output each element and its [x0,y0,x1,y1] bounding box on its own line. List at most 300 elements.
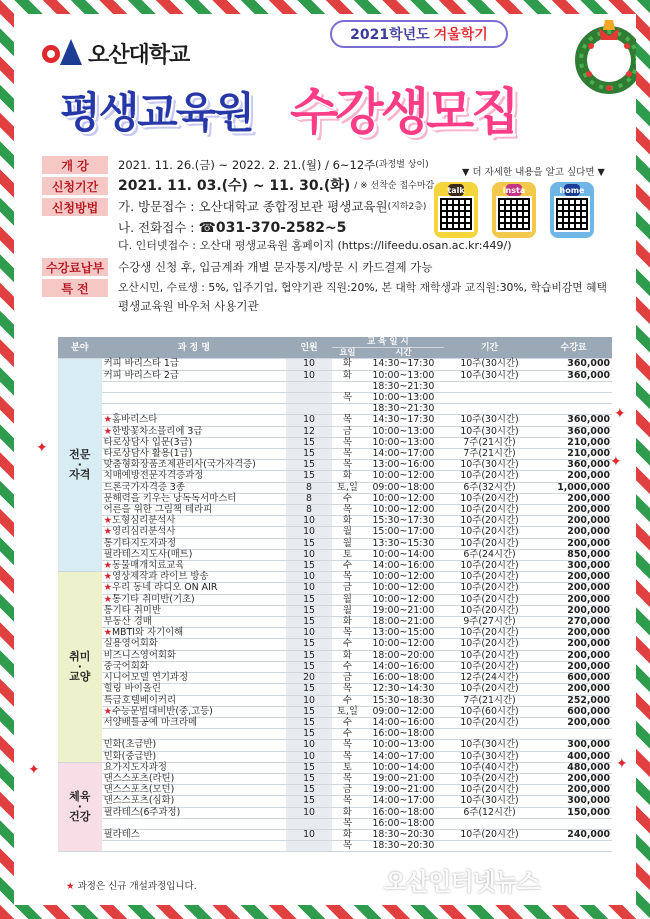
method-phone-line [118,219,622,237]
course-period: 10주(20시간) [444,516,535,527]
course-name-text: 필라테스(6주과정) [103,806,181,818]
people-count: 10 [286,516,332,527]
class-day: 토,일 [332,706,363,717]
people-count: 15 [286,460,332,471]
people-count: 15 [286,561,332,572]
course-fee: 200,000 [535,605,612,616]
table-row [58,796,612,807]
people-count: 10 [286,695,332,706]
class-day: 금 [332,673,363,684]
table-row [58,381,612,392]
course-fee: 200,000 [535,639,612,650]
table-row [58,807,612,818]
course-period: 10주(20시간) [444,493,535,504]
semester-label: 겨울학기 [433,27,488,43]
table-row [58,605,612,616]
table-row [58,482,612,493]
new-course-star-icon: ★ [103,560,112,572]
course-period: 10주(20시간) [444,505,535,516]
course-name [102,639,287,650]
people-count: 15 [286,639,332,650]
course-period: 10주(20시간) [444,605,535,616]
course-name-text: 비즈니스영어회화 [103,649,177,661]
people-count: 15 [286,684,332,695]
table-row [58,717,612,728]
course-name-text: 치매예방전문자격증과정 [103,470,204,482]
course-fee: 210,000 [535,437,612,448]
new-course-star-icon: ★ [103,571,112,583]
class-day: 목 [332,818,363,829]
course-name [102,661,287,672]
payment-label: 수강료납부 [42,258,108,276]
table-row [58,650,612,661]
course-fee: 270,000 [535,617,612,628]
course-name-text: 댄스스포츠(모던) [103,784,175,796]
course-fee: 200,000 [535,572,612,583]
course-period [444,381,535,392]
course-name [102,841,287,852]
new-course-star-icon: ★ [103,515,112,527]
logo-text: 오산대학교 [88,43,190,68]
class-day: 월 [332,594,363,605]
class-day [332,404,363,415]
people-count: 15 [286,661,332,672]
course-fee: 200,000 [535,785,612,796]
header-course: 과 정 명 [102,337,287,359]
table-row [58,639,612,650]
sparkle-icon: ✦ [614,406,626,422]
class-day: 목 [332,684,363,695]
sparkle-icon: ✦ [610,454,622,470]
class-time: 13:00~15:00 [363,628,444,639]
course-name [102,684,287,695]
class-time: 09:00~18:00 [363,482,444,493]
header-fee: 수강료 [535,337,612,359]
class-day: 목 [332,572,363,583]
course-name-text: 댄스스포츠(심화) [103,795,175,807]
people-count [286,818,332,829]
course-name-text: 타로상담사 활용(1급) [103,448,193,460]
title-institute: 평생교육원 [60,88,253,137]
class-time: 09:00~12:00 [363,706,444,717]
course-period: 10주(30시간) [444,740,535,751]
course-name-text: 영리심리분석사 [111,526,176,538]
kakao-talk-icon: talk [447,185,465,195]
people-count: 15 [286,773,332,784]
class-time: 14:00~17:00 [363,449,444,460]
table-row [58,527,612,538]
people-count: 15 [286,617,332,628]
class-time: 13:00~16:00 [363,460,444,471]
course-fee: 600,000 [535,673,612,684]
class-time: 10:00~12:00 [363,572,444,583]
footnote [66,878,197,892]
course-name [102,796,287,807]
class-day: 목 [332,460,363,471]
course-fee: 200,000 [535,661,612,672]
opening-note: (과정별 상이) [375,160,429,170]
class-time: 15:00~17:00 [363,527,444,538]
course-period: 10주(30시간) [444,751,535,762]
course-fee: 360,000 [535,370,612,381]
people-count [286,841,332,852]
course-fee [535,841,612,852]
table-row [58,549,612,560]
class-day: 수 [332,729,363,740]
class-day: 금 [332,785,363,796]
course-fee: 200,000 [535,493,612,504]
class-time: 10:00~12:00 [363,583,444,594]
class-day: 토,일 [332,482,363,493]
class-time: 10:00~12:00 [363,493,444,504]
course-fee: 200,000 [535,538,612,549]
class-day: 월 [332,605,363,616]
people-count: 15 [286,538,332,549]
course-period: 10주(40시간) [444,762,535,773]
table-row [58,706,612,717]
course-name [102,829,287,840]
class-time: 18:00~21:00 [363,617,444,628]
table-row [58,415,612,426]
course-fee: 300,000 [535,561,612,572]
course-fee: 300,000 [535,740,612,751]
course-period: 10주(60시간) [444,706,535,717]
course-name [102,437,287,448]
people-count: 10 [286,628,332,639]
apply-label: 신청기간 [42,177,108,195]
class-time: 10:00~12:00 [363,505,444,516]
class-day: 목 [332,437,363,448]
course-name [102,482,287,493]
course-period: 7주(21시간) [444,695,535,706]
people-count: 15 [286,729,332,740]
course-name-text: 중국어회화 [103,660,149,672]
table-row [58,740,612,751]
table-row [58,426,612,437]
class-day: 수 [332,561,363,572]
course-period: 10주(30시간) [444,426,535,437]
table-row [58,359,612,370]
course-name [102,773,287,784]
course-period: 10주(20시간) [444,639,535,650]
course-period: 10주(20시간) [444,583,535,594]
new-course-star-icon: ★ [103,526,112,538]
info-section [42,156,622,315]
new-course-star-icon: ★ [103,705,112,717]
course-period: 10주(20시간) [444,628,535,639]
course-name-text: 맞춤형화장품조제관리사(국가자격증) [103,459,256,471]
course-fee: 360,000 [535,460,612,471]
table-row [58,370,612,381]
class-day: 수 [332,493,363,504]
class-time: 10:00~12:00 [363,594,444,605]
class-time: 14:00~16:00 [363,661,444,672]
course-name [102,650,287,661]
class-time: 14:30~17:30 [363,415,444,426]
course-fee: 480,000 [535,762,612,773]
class-time: 10:00~13:00 [363,393,444,404]
course-period: 12주(24시간) [444,673,535,684]
class-time: 10:00~13:00 [363,437,444,448]
course-name-text: 어른을 위한 그림책 테라피 [103,504,213,516]
info-row-apply [42,177,622,195]
course-name [102,426,287,437]
class-day: 화 [332,650,363,661]
class-time: 14:00~17:00 [363,751,444,762]
class-time: 18:30~21:30 [363,404,444,415]
class-time: 10:00~13:00 [363,740,444,751]
people-count: 8 [286,482,332,493]
method-label: 신청방법 [42,198,108,216]
new-course-star-icon: ★ [103,627,112,639]
sparkle-icon: ✦ [36,440,48,456]
course-name-text: 통기타 취미반(기초) [111,593,195,605]
people-count: 12 [286,426,332,437]
people-count: 10 [286,527,332,538]
people-count: 10 [286,751,332,762]
class-day: 목 [332,393,363,404]
course-name-text: 우리 동네 라디오 ON AIR [111,582,218,594]
course-name-text: 문해력을 키우는 낭독독서마스터 [103,492,237,504]
class-day: 금 [332,583,363,594]
class-day: 화 [332,807,363,818]
table-row [58,661,612,672]
table-row [58,493,612,504]
course-period: 10주(20시간) [444,561,535,572]
class-time: 18:30~20:30 [363,829,444,840]
people-count: 10 [286,807,332,818]
method-visit: 가. 방문접수 : 오산대학교 종합정보관 평생교육원 [118,199,388,214]
course-fee: 400,000 [535,751,612,762]
course-name [102,549,287,560]
class-day: 토 [332,549,363,560]
course-fee [535,404,612,415]
class-time: 19:00~21:00 [363,785,444,796]
table-row [58,538,612,549]
university-logo-icon [42,39,82,69]
course-name-text: 홈바리스타 [111,414,158,426]
class-day: 목 [332,415,363,426]
info-row-opening [42,156,622,174]
course-period: 10주(30시간) [444,415,535,426]
course-name [102,583,287,594]
class-time: 14:30~17:30 [363,359,444,370]
course-name [102,393,287,404]
course-name-text: 타로상담사 입문(3급) [103,436,193,448]
course-name-text: 필라테스지도사(매트) [103,548,193,560]
people-count: 10 [286,370,332,381]
course-fee [535,393,612,404]
course-name [102,717,287,728]
info-row-payment [42,258,622,276]
people-count: 15 [286,594,332,605]
opening-value: 2021. 11. 26.(금) ~ 2022. 2. 21.(월) / 6~12주 [118,158,376,172]
class-time: 12:30~14:30 [363,684,444,695]
course-name [102,751,287,762]
category-cell: 취미 · 교양 [58,572,102,762]
apply-value: 2021. 11. 03.(수) ~ 11. 30.(화) [118,178,351,194]
course-name [102,695,287,706]
course-name-text: 통기타지도자과정 [103,537,177,549]
course-fee: 200,000 [535,516,612,527]
new-course-star-icon: ★ [103,414,112,426]
course-name-text: MBTI와 자기이해 [111,627,184,639]
table-row [58,751,612,762]
course-name-text: 민화(초급반) [103,739,157,751]
course-period [444,841,535,852]
course-table-body [58,359,612,852]
course-fee: 150,000 [535,807,612,818]
class-time: 15:30~17:30 [363,516,444,527]
table-row [58,471,612,482]
course-name [102,605,287,616]
class-time: 10:00~14:00 [363,762,444,773]
class-day: 월 [332,527,363,538]
title-recruit: 수강생모집 [290,83,517,141]
course-table [58,337,612,852]
course-fee: 360,000 [535,426,612,437]
course-period: 7주(21시간) [444,449,535,460]
people-count: 8 [286,505,332,516]
class-time: 16:00~18:00 [363,673,444,684]
course-name [102,807,287,818]
header-schedule: 교 육 일 시 [332,337,444,348]
course-name-text: 영상제작과 라이브 방송 [111,571,209,583]
class-time: 19:00~21:00 [363,605,444,616]
course-name [102,381,287,392]
people-count [286,393,332,404]
opening-label: 개 강 [42,156,108,174]
class-day: 목 [332,505,363,516]
course-name-text: 힐링 바이올린 [103,683,161,695]
class-day: 화 [332,516,363,527]
class-day: 목 [332,796,363,807]
course-name-text: 도형심리분석사 [111,515,176,527]
header-day: 요일 [332,348,363,359]
course-fee: 200,000 [535,505,612,516]
course-period: 7주(21시간) [444,437,535,448]
table-row [58,762,612,773]
course-period: 9주(27시간) [444,617,535,628]
class-day: 목 [332,449,363,460]
class-time: 10:00~14:00 [363,549,444,560]
people-count: 20 [286,673,332,684]
course-name-text: 필라테스 [103,828,140,840]
course-name-text: 한방꽃차소믈리에 3급 [111,425,203,437]
people-count: 15 [286,762,332,773]
course-period: 10주(30시간) [444,370,535,381]
class-day: 화 [332,370,363,381]
class-time: 18:00~20:00 [363,650,444,661]
discount-value-2: 평생교육원 바우처 사용기관 [118,299,259,313]
course-name [102,370,287,381]
header-period: 기간 [444,337,535,359]
course-period: 10주(20시간) [444,572,535,583]
year-label: 2021학년도 [350,27,430,43]
class-day: 목 [332,751,363,762]
table-row [58,393,612,404]
course-fee: 200,000 [535,527,612,538]
table-row [58,773,612,784]
course-name [102,594,287,605]
course-fee: 1,000,000 [535,482,612,493]
christmas-wreath-icon [569,16,636,96]
class-day: 화 [332,359,363,370]
class-time: 18:30~21:30 [363,381,444,392]
people-count: 10 [286,829,332,840]
course-fee: 200,000 [535,684,612,695]
class-day: 금 [332,426,363,437]
course-fee: 360,000 [535,359,612,370]
course-name-text: 서양배틀공예 마크라메 [103,716,198,728]
course-name [102,706,287,717]
class-time: 14:00~17:00 [363,796,444,807]
course-name-text: 커피 바리스타 1급 [103,358,179,370]
course-fee: 200,000 [535,583,612,594]
class-time: 19:00~21:00 [363,773,444,784]
people-count: 15 [286,785,332,796]
table-row [58,437,612,448]
class-time: 16:00~18:00 [363,729,444,740]
class-day: 목 [332,628,363,639]
course-period: 6주(24시간) [444,549,535,560]
course-period: 10주(20시간) [444,661,535,672]
class-day: 목 [332,740,363,751]
course-name [102,415,287,426]
class-day: 수 [332,639,363,650]
course-name [102,538,287,549]
course-period: 10주(20시간) [444,717,535,728]
course-name [102,740,287,751]
course-fee: 200,000 [535,717,612,728]
header-time: 시간 [363,348,444,359]
homepage-icon: home [559,185,585,195]
people-count: 15 [286,717,332,728]
people-count: 15 [286,449,332,460]
semester-badge [330,20,508,48]
class-time: 16:00~18:00 [363,807,444,818]
category-cell: 전문 · 자격 [58,359,102,572]
course-period: 10주(30시간) [444,359,535,370]
course-period: 10주(20시간) [444,829,535,840]
new-course-star-icon: ★ [103,425,112,437]
sparkle-icon: ✦ [28,762,40,778]
category-cell: 체육 · 건강 [58,762,102,852]
class-day: 수 [332,717,363,728]
table-row [58,829,612,840]
class-day: 토 [332,762,363,773]
class-day: 화 [332,471,363,482]
course-name-text: 요가지도자과정 [103,761,167,773]
people-count: 15 [286,605,332,616]
more-info-text: ▼ 더 자세한 내용을 알고 싶다면 ▼ [462,167,605,178]
course-period: 6주(32시간) [444,482,535,493]
table-row [58,684,612,695]
course-fee [535,381,612,392]
instagram-icon: insta [502,185,526,195]
course-name [102,359,287,370]
people-count: 8 [286,493,332,504]
class-time: 10:00~12:00 [363,639,444,650]
people-count: 15 [286,471,332,482]
course-period: 10주(20시간) [444,650,535,661]
course-name-text: 커피 바리스타 2급 [103,369,179,381]
class-time: 16:00~18:00 [363,818,444,829]
people-count [286,404,332,415]
university-logo [42,38,189,69]
course-name-text: 통기타 취미반 [103,604,161,616]
news-watermark: 오산인터넷뉴스 [384,868,540,896]
